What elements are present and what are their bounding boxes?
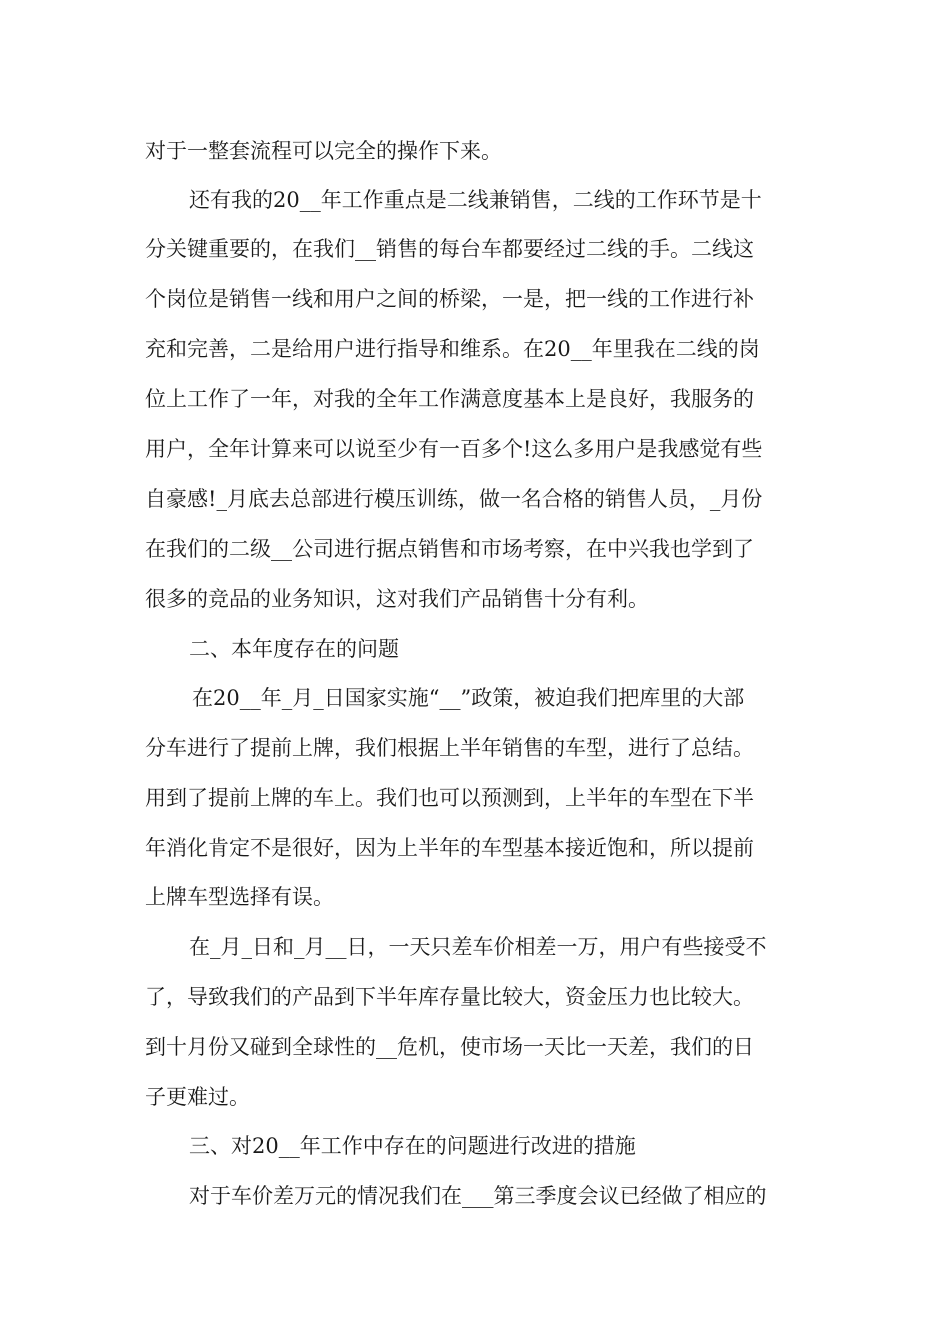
text-line: 很多的竞品的业务知识，这对我们产品销售十分有利。 <box>145 587 649 611</box>
text-line: 自豪感!_月底去总部进行模压训练，做一名合格的销售人员，_月份 <box>145 487 763 511</box>
text-line: 对于一整套流程可以完全的操作下来。 <box>145 139 502 163</box>
text-line: 子更难过。 <box>145 1085 250 1109</box>
text-line: 用到了提前上牌的车上。我们也可以预测到，上半年的车型在下半 <box>145 786 754 810</box>
text-line: 上牌车型选择有误。 <box>145 885 334 909</box>
text-line: 了，导致我们的产品到下半年库存量比较大，资金压力也比较大。 <box>145 985 754 1009</box>
text-line: 分车进行了提前上牌，我们根据上半年销售的车型，进行了总结。 <box>145 736 754 760</box>
text-line: 充和完善，二是给用户进行指导和维系。在20__年里我在二线的岗 <box>145 337 760 361</box>
text-line: 位上工作了一年，对我的全年工作满意度基本上是良好，我服务的 <box>145 387 754 411</box>
text-line: 个岗位是销售一线和用户之间的桥梁，一是，把一线的工作进行补 <box>145 287 754 311</box>
text-line: 在_月_日和_月__日，一天只差车价相差一万，用户有些接受不 <box>189 935 767 959</box>
text-line: 分关键重要的，在我们__销售的每台车都要经过二线的手。二线这 <box>145 237 754 261</box>
text-line: 在20__年_月_日国家实施“__”政策，被迫我们把库里的大部 <box>192 686 745 710</box>
section-heading: 二、本年度存在的问题 <box>189 637 399 661</box>
text-line: 对于车价差万元的情况我们在___第三季度会议已经做了相应的 <box>189 1184 767 1208</box>
text-line: 在我们的二级__公司进行据点销售和市场考察，在中兴我也学到了 <box>145 537 754 561</box>
text-line: 到十月份又碰到全球性的__危机，使市场一天比一天差，我们的日 <box>145 1035 754 1059</box>
text-line: 还有我的20__年工作重点是二线兼销售，二线的工作环节是十 <box>189 188 762 212</box>
section-heading: 三、对20__年工作中存在的问题进行改进的措施 <box>189 1134 636 1158</box>
text-line: 用户，全年计算来可以说至少有一百多个!这么多用户是我感觉有些 <box>145 437 763 461</box>
text-line: 年消化肯定不是很好，因为上半年的车型基本接近饱和，所以提前 <box>145 836 754 860</box>
